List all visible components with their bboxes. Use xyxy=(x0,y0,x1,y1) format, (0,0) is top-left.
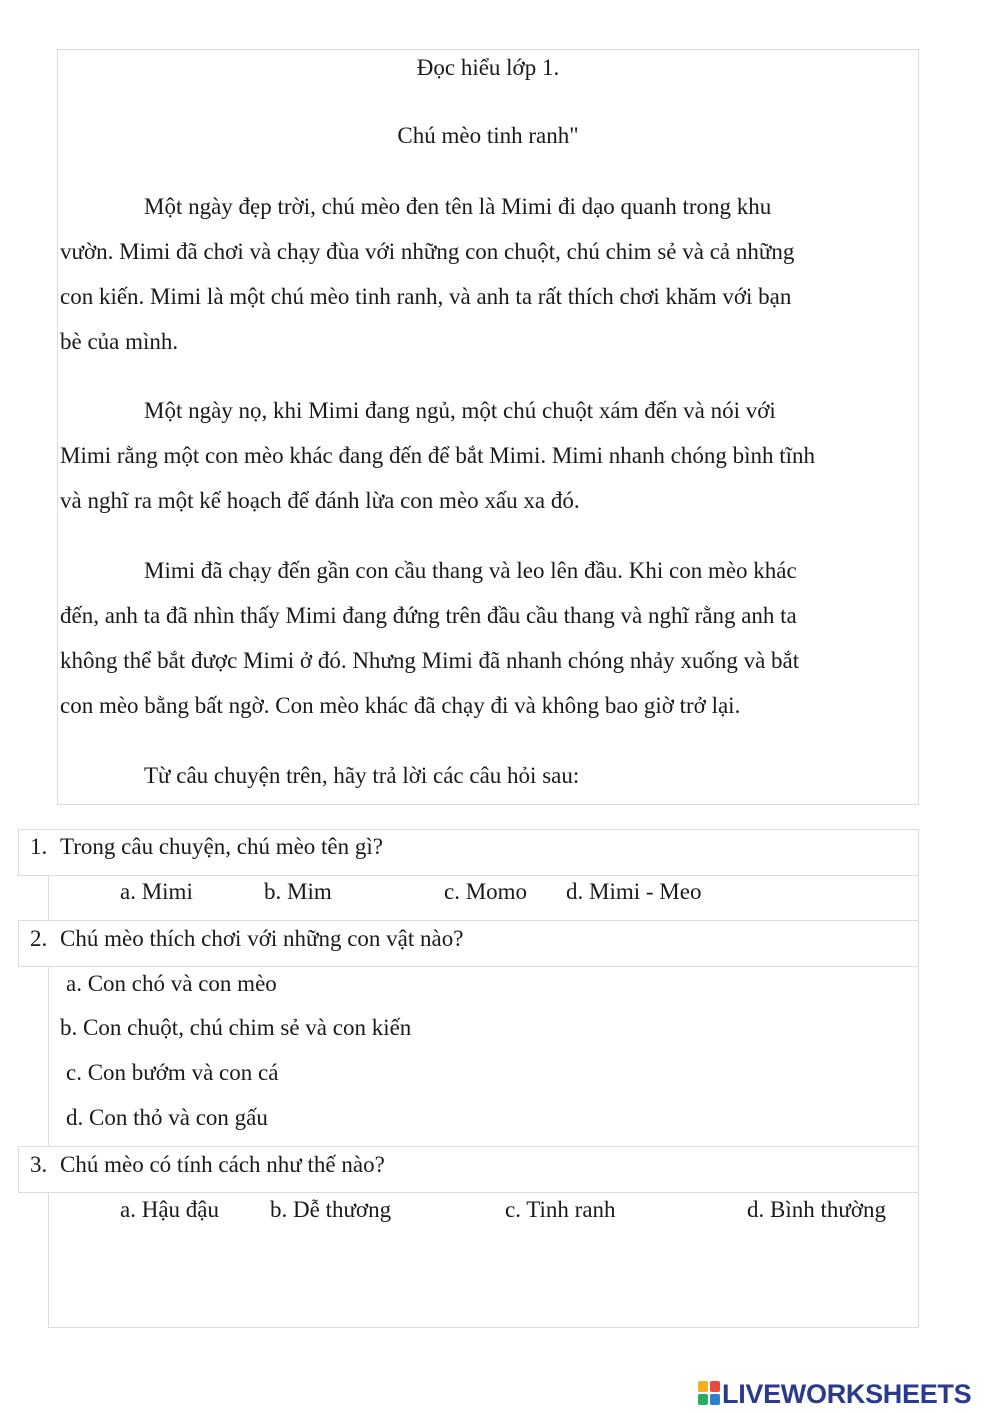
q2-option-c[interactable]: c. Con bướm và con cá xyxy=(66,1060,279,1085)
subject-heading: Đọc hiểu lớp 1. xyxy=(416,55,560,80)
question-1-text: Trong câu chuyện, chú mèo tên gì? xyxy=(60,834,383,859)
instruction-text: Từ câu chuyện trên, hãy trả lời các câu hỏi sau: xyxy=(144,763,580,788)
question-2-number: 2. xyxy=(30,926,48,951)
story-line: và nghĩ ra một kế hoạch để đánh lừa con mèo xấu xa đó. xyxy=(60,488,580,513)
q2-option-a[interactable]: a. Con chó và con mèo xyxy=(66,971,277,996)
story-line: con mèo bằng bất ngờ. Con mèo khác đã chạy đi và không bao giờ trở lại. xyxy=(60,693,741,718)
question-3-number: 3. xyxy=(30,1152,48,1177)
story-line: đến, anh ta đã nhìn thấy Mimi đang đứng trên đầu cầu thang và nghĩ rằng anh ta xyxy=(60,603,797,628)
story-paragraph-2 xyxy=(60,388,920,523)
q1-option-a[interactable]: a. Mimi xyxy=(120,879,193,904)
story-paragraph-1 xyxy=(60,184,920,364)
q3-option-b[interactable]: b. Dễ thương xyxy=(270,1197,392,1222)
question-2-text: Chú mèo thích chơi với những con vật nào? xyxy=(60,926,464,951)
q3-option-c[interactable]: c. Tinh ranh xyxy=(505,1197,616,1222)
story-title: Chú mèo tinh ranh" xyxy=(397,123,579,148)
q2-option-b[interactable]: b. Con chuột, chú chim sẻ và con kiến xyxy=(60,1015,412,1040)
question-3-text: Chú mèo có tính cách như thế nào? xyxy=(60,1152,385,1177)
story-line: bè của mình. xyxy=(60,329,179,354)
q3-option-a[interactable]: a. Hậu đậu xyxy=(120,1197,219,1222)
story-line: Một ngày đẹp trời, chú mèo đen tên là Mimi đi dạo quanh trong khu xyxy=(144,194,772,219)
brand-wordmark: LIVEWORKSHEETS xyxy=(722,1379,972,1409)
liveworksheets-logo-icon xyxy=(698,1381,720,1405)
q1-option-b[interactable]: b. Mim xyxy=(264,879,332,904)
story-paragraph-3 xyxy=(60,548,920,728)
story-line: con kiến. Mimi là một chú mèo tinh ranh, và anh ta rất thích chơi khăm với bạn xyxy=(60,284,792,309)
story-line: không thể bắt được Mimi ở đó. Nhưng Mimi đã nhanh chóng nhảy xuống và bắt xyxy=(60,648,800,673)
story-line: Mimi rằng một con mèo khác đang đến để bắt Mimi. Mimi nhanh chóng bình tĩnh xyxy=(60,443,816,468)
story-line: vườn. Mimi đã chơi và chạy đùa với những con chuột, chú chim sẻ và cả những xyxy=(60,239,795,264)
q1-option-c[interactable]: c. Momo xyxy=(444,879,528,904)
story-line: Một ngày nọ, khi Mimi đang ngủ, một chú chuột xám đến và nói với xyxy=(144,398,776,423)
question-1-number: 1. xyxy=(30,834,48,859)
q3-option-d[interactable]: d. Bình thường xyxy=(747,1197,886,1222)
story-line: Mimi đã chạy đến gần con cầu thang và leo lên đầu. Khi con mèo khác xyxy=(144,558,797,583)
q2-option-d[interactable]: d. Con thỏ và con gấu xyxy=(66,1105,268,1130)
q1-option-d[interactable]: d. Mimi - Meo xyxy=(566,879,702,904)
